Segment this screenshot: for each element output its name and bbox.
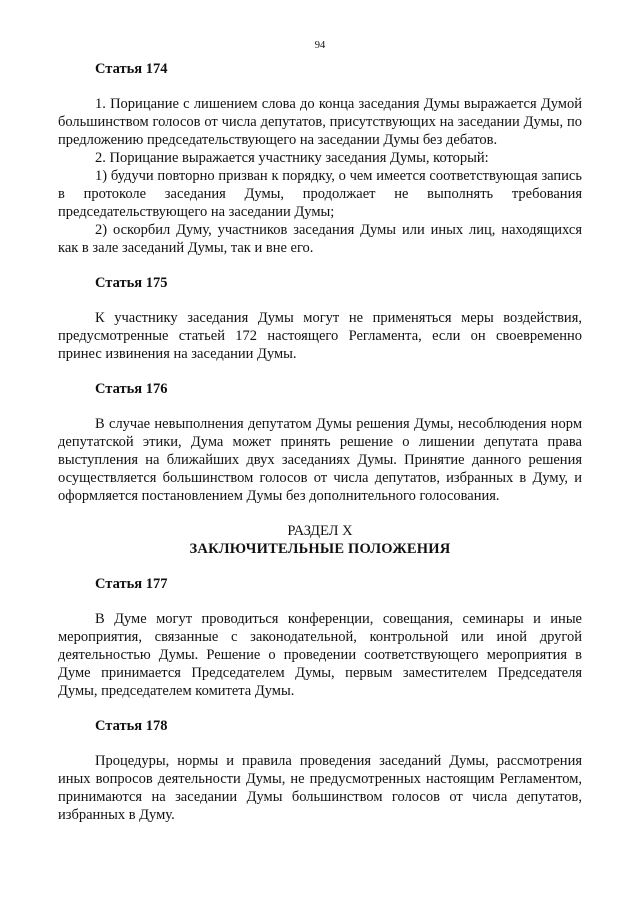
article-paragraph: В Думе могут проводиться конференции, совещания, семинары и иные мероприятия, связанные с законодательной, контрольной или иной другой деятельностью Думы. Решение о проведении соответствующего мероприятия в Думе принимается Председателем Думы, первым заместителем Председателя Думы, председателем комитета Думы. bbox=[58, 611, 582, 699]
article-body bbox=[58, 309, 582, 363]
article-heading: Статья 176 bbox=[95, 381, 168, 397]
article-paragraph: В случае невыполнения депутатом Думы решения Думы, несоблюдения норм депутатской этики, Дума может принять решение о лишении депутата права выступления на ближайших двух заседаниях Думы. Принятие данного решения осуществляется большинством голосов от числа депутатов, избранных в Думу, и оформляется постановлением Думы без дополнительного голосования. bbox=[58, 416, 582, 504]
section-title: ЗАКЛЮЧИТЕЛЬНЫЕ ПОЛОЖЕНИЯ bbox=[189, 541, 451, 557]
article-paragraph: 1. Порицание с лишением слова до конца заседания Думы выражается Думой большинством голосов от числа депутатов, присутствующих на заседании Думы, по предложению председательствующего на заседании Думы без дебатов. bbox=[58, 96, 582, 148]
article-body bbox=[58, 752, 582, 824]
article-175 bbox=[58, 274, 582, 363]
article-paragraph: Процедуры, нормы и правила проведения заседаний Думы, рассмотрения иных вопросов деятельности Думы, не предусмотренных настоящим Регламентом, принимаются на заседании Думы большинством голосов от числа депутатов, избранных в Думу. bbox=[58, 753, 582, 823]
document-content bbox=[58, 60, 582, 824]
article-body bbox=[58, 415, 582, 505]
article-heading: Статья 175 bbox=[95, 275, 168, 291]
article-heading: Статья 177 bbox=[95, 576, 168, 592]
section-number: РАЗДЕЛ X bbox=[287, 523, 353, 539]
article-heading: Статья 178 bbox=[95, 718, 168, 734]
article-paragraph: 1) будучи повторно призван к порядку, о чем имеется соответствующая запись в протоколе заседания Думы, продолжает не выполнять требования председательствующего на заседании Думы; bbox=[58, 168, 582, 220]
article-paragraph: 2. Порицание выражается участнику заседания Думы, который: bbox=[95, 150, 489, 166]
article-178 bbox=[58, 717, 582, 824]
article-paragraph: К участнику заседания Думы могут не применяться меры воздействия, предусмотренные статьей 172 настоящего Регламента, если он своевременно принес извинения на заседании Думы. bbox=[58, 310, 582, 362]
article-176 bbox=[58, 380, 582, 505]
section-header bbox=[58, 522, 582, 558]
article-174 bbox=[58, 60, 582, 257]
article-paragraph: 2) оскорбил Думу, участников заседания Думы или иных лиц, находящихся как в зале заседаний Думы, так и вне его. bbox=[58, 222, 582, 256]
article-heading: Статья 174 bbox=[95, 61, 168, 77]
article-177 bbox=[58, 575, 582, 700]
article-body bbox=[58, 95, 582, 257]
article-body bbox=[58, 610, 582, 700]
page-number: 94 bbox=[314, 40, 326, 51]
